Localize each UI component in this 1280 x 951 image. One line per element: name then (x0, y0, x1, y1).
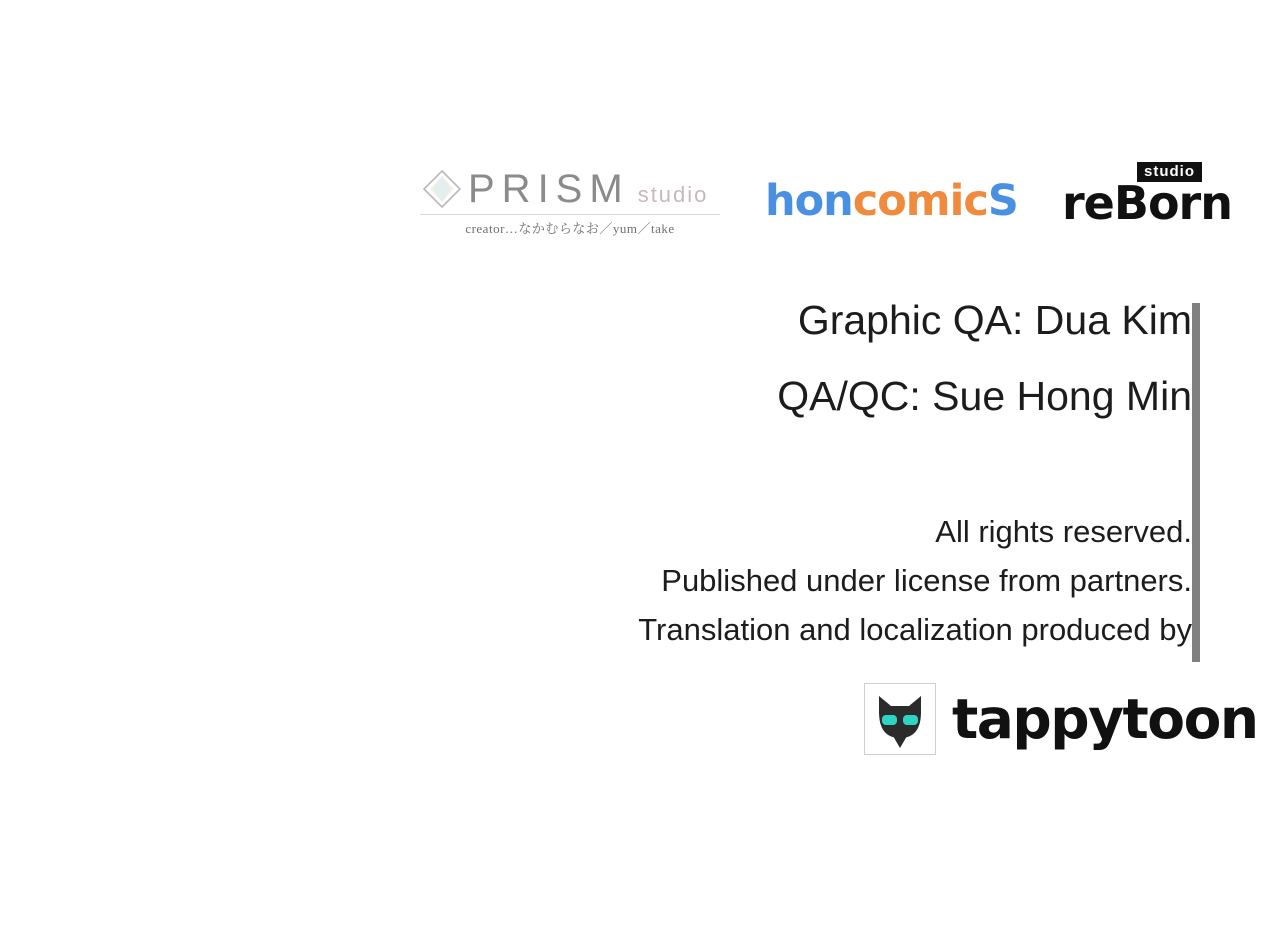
rights-line: Published under license from partners. (661, 562, 1192, 598)
credit-line: QA/QC: Sue Hong Min (777, 373, 1192, 419)
tappytoon-logo (864, 683, 1258, 755)
prism-name-text: PRISM (468, 166, 630, 211)
honcomics-part1-text: hon (765, 176, 853, 226)
reborn-studio-tag-text: studio (1137, 162, 1202, 182)
credits-block (412, 297, 1192, 419)
publisher-logo-row (0, 78, 1280, 236)
credit-line: Graphic QA: Dua Kim (797, 297, 1192, 343)
prism-wordmark (420, 166, 740, 212)
honcomics-part2-text: comic (852, 176, 988, 226)
accent-bar (1192, 303, 1200, 662)
rights-line: All rights reserved. (935, 514, 1192, 549)
prism-diamond-icon (420, 167, 464, 211)
rights-line: Translation and localization produced by (638, 611, 1192, 647)
prism-studio-logo (420, 166, 740, 238)
prism-tagline-text: creator…なかむらなお／yum／take (420, 214, 720, 237)
prism-suffix-text: studio (637, 182, 709, 207)
honcomics-part3-text: S (987, 176, 1018, 226)
tappytoon-cat-icon (864, 683, 936, 755)
tappytoon-wordmark-text: tappytoon (952, 686, 1258, 751)
honcomics-logo (765, 176, 1018, 226)
rights-block (372, 508, 1192, 655)
reborn-name-text: reBorn (1062, 176, 1232, 230)
reborn-studio-logo (1062, 162, 1232, 232)
